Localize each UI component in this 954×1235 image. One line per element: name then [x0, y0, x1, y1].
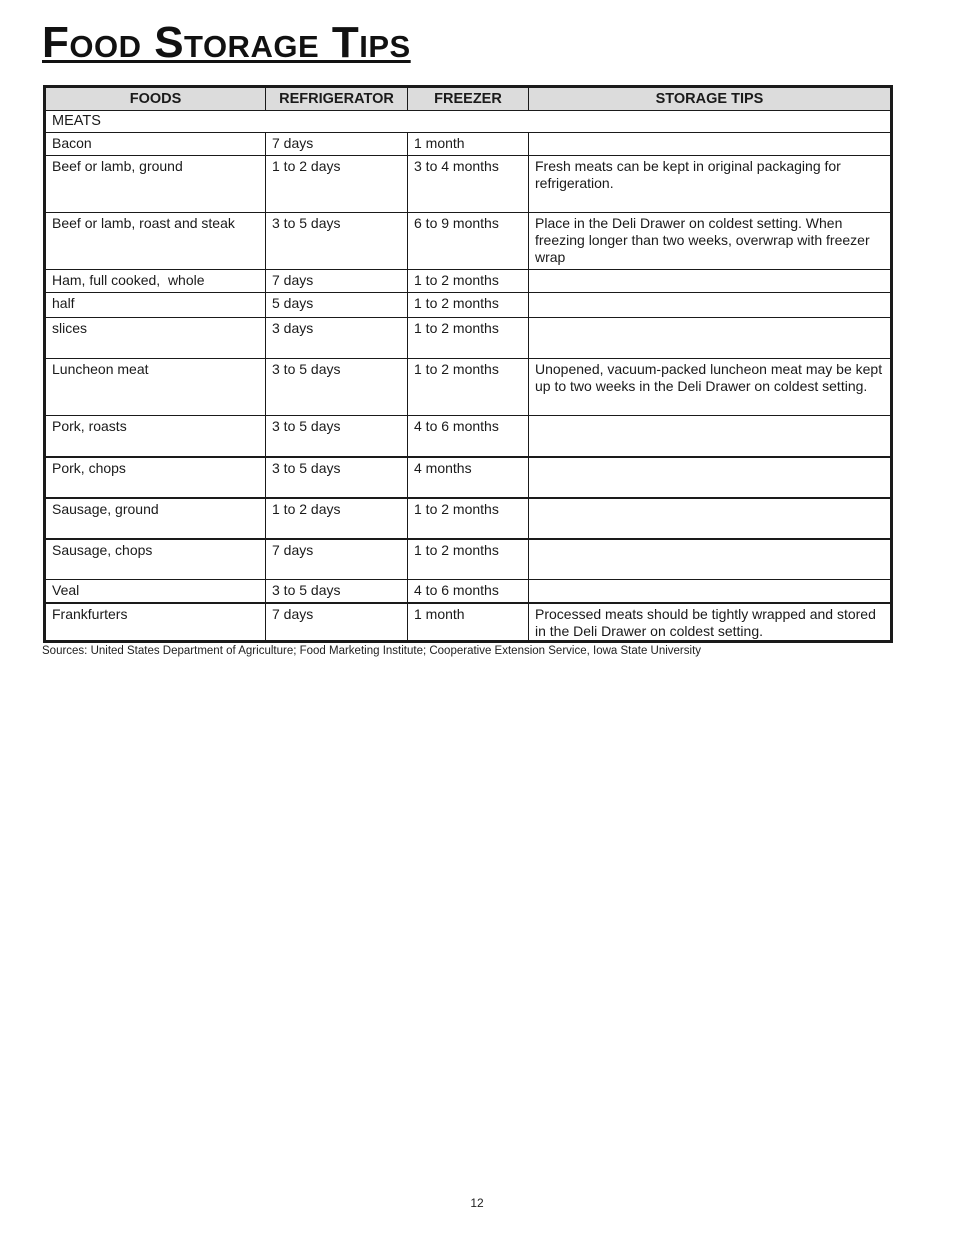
freezer-cell: 1 month: [408, 133, 529, 156]
freezer-cell: 1 to 2 months: [408, 498, 529, 539]
food-cell: half: [45, 293, 266, 318]
freezer-cell: 4 months: [408, 457, 529, 498]
storage-tip-cell: [529, 318, 892, 359]
table-row: [45, 133, 892, 156]
section-row: [45, 111, 892, 133]
food-cell: Ham, full cooked, whole: [45, 270, 266, 293]
freezer-cell: 4 to 6 months: [408, 580, 529, 603]
refrigerator-cell: 3 to 5 days: [266, 416, 408, 457]
column-header-refrigerator: REFRIGERATOR: [266, 87, 408, 111]
storage-tip-cell: [529, 539, 892, 580]
food-storage-table: [43, 85, 893, 643]
sources-note: Sources: United States Department of Agriculture; Food Marketing Institute; Cooperative Extension Service, Iowa State University: [42, 645, 702, 657]
table-row: [45, 603, 892, 642]
storage-tip-cell: [529, 293, 892, 318]
food-cell: Veal: [45, 580, 266, 603]
table-header-row: [45, 87, 892, 111]
table-row: [45, 213, 892, 270]
table-row: [45, 416, 892, 457]
food-cell: Sausage, chops: [45, 539, 266, 580]
refrigerator-cell: 3 days: [266, 318, 408, 359]
refrigerator-cell: 3 to 5 days: [266, 457, 408, 498]
food-cell: Luncheon meat: [45, 359, 266, 416]
storage-tip-cell: Place in the Deli Drawer on coldest setting. When freezing longer than two weeks, overwrap with freezer wrap: [529, 213, 892, 270]
column-header-storage-tips: STORAGE TIPS: [529, 87, 892, 111]
food-cell: Beef or lamb, ground: [45, 156, 266, 213]
freezer-cell: 1 month: [408, 603, 529, 642]
freezer-cell: 4 to 6 months: [408, 416, 529, 457]
page-title: Food Storage Tips: [42, 18, 411, 67]
table-row: [45, 498, 892, 539]
food-cell: Pork, chops: [45, 457, 266, 498]
refrigerator-cell: 1 to 2 days: [266, 498, 408, 539]
storage-tip-cell: [529, 270, 892, 293]
table-row: [45, 580, 892, 603]
table-row: [45, 539, 892, 580]
storage-tip-cell: Processed meats should be tightly wrapped and stored in the Deli Drawer on coldest setting.: [529, 603, 892, 642]
refrigerator-cell: 3 to 5 days: [266, 359, 408, 416]
storage-tip-cell: [529, 416, 892, 457]
page-number: 12: [470, 1196, 484, 1210]
table-row: [45, 156, 892, 213]
storage-tip-cell: [529, 580, 892, 603]
food-cell: Sausage, ground: [45, 498, 266, 539]
table-row: [45, 359, 892, 416]
table-row: [45, 293, 892, 318]
refrigerator-cell: 3 to 5 days: [266, 580, 408, 603]
refrigerator-cell: 7 days: [266, 539, 408, 580]
table-row: [45, 270, 892, 293]
storage-tip-cell: Fresh meats can be kept in original packaging for refrigeration.: [529, 156, 892, 213]
freezer-cell: 6 to 9 months: [408, 213, 529, 270]
storage-tip-cell: [529, 457, 892, 498]
column-header-freezer: FREEZER: [408, 87, 529, 111]
storage-tip-cell: [529, 133, 892, 156]
section-label-meats: MEATS: [45, 111, 892, 133]
column-header-foods: FOODS: [45, 87, 266, 111]
food-cell: Pork, roasts: [45, 416, 266, 457]
storage-tip-cell: [529, 498, 892, 539]
food-cell: slices: [45, 318, 266, 359]
food-cell: Beef or lamb, roast and steak: [45, 213, 266, 270]
refrigerator-cell: 7 days: [266, 603, 408, 642]
freezer-cell: 1 to 2 months: [408, 293, 529, 318]
freezer-cell: 1 to 2 months: [408, 318, 529, 359]
refrigerator-cell: 1 to 2 days: [266, 156, 408, 213]
refrigerator-cell: 7 days: [266, 270, 408, 293]
freezer-cell: 1 to 2 months: [408, 539, 529, 580]
table-row: [45, 318, 892, 359]
freezer-cell: 1 to 2 months: [408, 270, 529, 293]
food-cell: Bacon: [45, 133, 266, 156]
table-row: [45, 457, 892, 498]
food-cell: Frankfurters: [45, 603, 266, 642]
storage-tip-cell: Unopened, vacuum-packed luncheon meat may be kept up to two weeks in the Deli Drawer on coldest setting.: [529, 359, 892, 416]
refrigerator-cell: 3 to 5 days: [266, 213, 408, 270]
freezer-cell: 3 to 4 months: [408, 156, 529, 213]
refrigerator-cell: 7 days: [266, 133, 408, 156]
refrigerator-cell: 5 days: [266, 293, 408, 318]
freezer-cell: 1 to 2 months: [408, 359, 529, 416]
